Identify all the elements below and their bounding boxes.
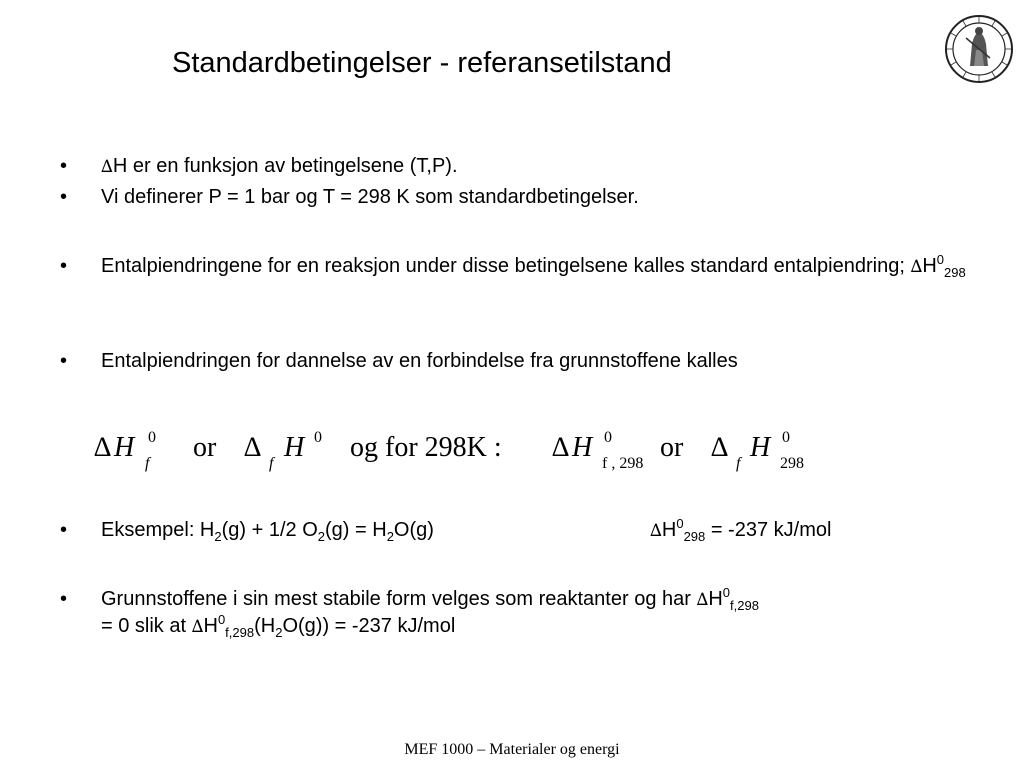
or-text: or [660, 432, 684, 463]
slide-title: Standardbetingelser - referansetilstand [172, 47, 672, 79]
bullet-item-1 [60, 153, 970, 180]
subscript: f [736, 455, 741, 472]
enthalpy-symbol: H [284, 432, 305, 463]
bullet-item-3 [60, 253, 970, 280]
example-text: O(g) [393, 519, 434, 541]
enthalpy-symbol: H [203, 615, 218, 637]
subscript: 2 [317, 529, 325, 544]
bullet-text: Grunnstoffene i sin mest stabile form velges som reaktanter og har [101, 588, 697, 610]
bullet-text: O(g)) = -237 kJ/mol [282, 615, 456, 637]
enthalpy-symbol: H [750, 432, 771, 463]
example-enthalpy [650, 517, 831, 544]
og-for-text: og for 298K : [350, 432, 502, 463]
slide-footer: MEF 1000 – Materialer og energi [404, 741, 620, 758]
delta-symbol: ∆ [711, 432, 729, 463]
bullet-text: (H [254, 615, 276, 637]
or-text: or [193, 432, 217, 463]
superscript: 0 [936, 252, 944, 267]
subscript: f,298 [225, 625, 255, 640]
subscript: f [269, 455, 274, 472]
delta-symbol: ∆ [650, 521, 662, 541]
delta-symbol: ∆ [244, 432, 262, 463]
enthalpy-symbol: H [661, 519, 677, 541]
superscript: 0 [782, 429, 790, 446]
bullet-text: = 0 slik at [101, 615, 192, 637]
delta-symbol: ∆ [191, 617, 204, 637]
subscript: f,298 [730, 598, 759, 613]
delta-symbol: ∆ [696, 590, 709, 610]
delta-symbol: ∆ [552, 432, 570, 463]
subscript: f [145, 455, 150, 472]
bullet-dot-icon: • [60, 186, 68, 208]
bullet-dot-icon: • [60, 155, 68, 177]
superscript: 0 [604, 429, 612, 446]
enthalpy-symbol: H [708, 588, 723, 610]
superscript: 0 [676, 516, 684, 531]
example-lead: Eksempel: H [101, 519, 215, 541]
university-seal-icon [944, 14, 1014, 84]
subscript: 2 [214, 529, 222, 544]
superscript: 0 [722, 585, 731, 600]
bullet-text: Entalpiendringene for en reaksjon under disse betingelsene kalles standard entalpiendring; [101, 255, 911, 277]
superscript: 0 [314, 429, 322, 446]
delta-symbol: ∆ [910, 257, 923, 277]
bullet-item-6 [60, 586, 970, 640]
example-text: (g) = H [325, 519, 387, 541]
superscript: 0 [217, 612, 226, 627]
bullet-text: Entalpiendringen for dannelse av en forbindelse fra grunnstoffene kalles [101, 350, 738, 372]
bullet-dot-icon: • [60, 350, 68, 372]
superscript: 0 [148, 429, 156, 446]
subscript: 298 [944, 265, 966, 280]
bullet-item-5 [60, 517, 970, 543]
bullet-text: H er en funksjon av betingelsene (T,P). [112, 155, 458, 177]
enthalpy-symbol: H [572, 432, 593, 463]
subscript: 298 [780, 455, 804, 472]
bullet-text: Vi definerer P = 1 bar og T = 298 K som standardbetingelser. [101, 186, 639, 208]
enthalpy-symbol: H [114, 432, 135, 463]
example-value: = -237 kJ/mol [705, 519, 832, 541]
bullet-item-2 [60, 184, 970, 210]
example-text: (g) + 1/2 O [221, 519, 318, 541]
enthalpy-symbol: H [922, 255, 937, 277]
bullet-dot-icon: • [60, 588, 68, 610]
subscript: 298 [683, 529, 706, 544]
formation-enthalpy-equation [94, 428, 814, 488]
subscript: f , 298 [602, 455, 644, 472]
bullet-dot-icon: • [60, 519, 68, 541]
subscript: 2 [275, 625, 283, 640]
bullet-dot-icon: • [60, 255, 68, 277]
delta-symbol: ∆ [94, 432, 112, 463]
subscript: 2 [386, 529, 394, 544]
bullet-item-4 [60, 348, 970, 374]
delta-symbol: ∆ [101, 157, 113, 177]
